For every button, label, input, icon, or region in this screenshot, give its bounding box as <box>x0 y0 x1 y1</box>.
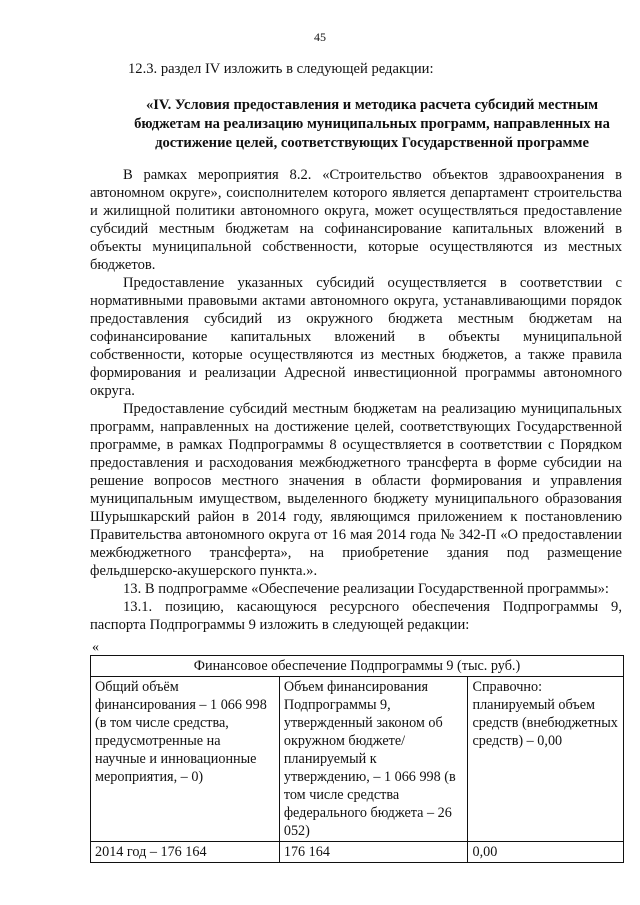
paragraph: Предоставление субсидий местным бюджетам на реализацию муниципальных программ, направленных на достижение целей, соответствующих Государственной программе, в рамках Подпрограммы 8 осуществляется в соответствии с Порядком предоставления и расходования межбюджетного трансферта в форме субсидии на решение вопросов местного значения в области формирования и управления муниципальным имуществом, выделенного бюджету муниципального образования Шурышкарский район в 2014 году, являющимся приложением к постановлению Правительства автономного округа от 16 мая 2014 года № 342-П «О предоставлении межбюджетного трансферта», на приобретение здания под размещение фельдшерско-акушерского пункта.». <box>90 401 622 579</box>
paragraph: В рамках мероприятия 8.2. «Строительство объектов здравоохранения в автономном округе», соисполнителем которого является департамент строительства и жилищной политики автономного округа, может осуществляться предоставление субсидий местным бюджетам на софинансирование капитальных вложений в объекты муниципальной собственности, которые осуществляются из местных бюджетов. <box>90 167 622 273</box>
table-row <box>91 842 624 863</box>
extrabudget-cell: 0,00 <box>468 842 624 863</box>
table-row <box>91 677 624 842</box>
table-header-row <box>91 656 624 677</box>
paragraph: Предоставление указанных субсидий осуществляется в соответствии с нормативными правовыми актами автономного округа, устанавливающими порядок предоставления субсидий из окружного бюджета местным бюджетам на софинансирование капитальных вложений в объекты муниципальной собственности, которые осуществляются из местных бюджетов, а также правила формирования и реализации Адресной инвестиционной программы автономного округа. <box>90 275 622 399</box>
paragraph: 13. В подпрограмме «Обеспечение реализации Государственной программы»: <box>123 581 609 597</box>
section-heading: «IV. Условия предоставления и методика расчета субсидий местным бюджетам на реализацию муниципальных программ, направленных на достижение целей, соответствующих Государственной программе <box>134 97 610 151</box>
intro-line: 12.3. раздел IV изложить в следующей редакции: <box>128 61 434 77</box>
financing-table <box>90 655 624 863</box>
reference-cell: Справочно: планируемый объем средств (внебюджетных средств) – 0,00 <box>468 677 624 842</box>
total-financing-cell: Общий объём финансирования – 1 066 998 (в том числе средства, предусмотренные на научные и инновационные мероприятия, – 0) <box>91 677 280 842</box>
page-number: 45 <box>314 30 326 44</box>
open-quote: « <box>92 640 99 655</box>
body-text <box>90 166 622 634</box>
year-cell: 2014 год – 176 164 <box>91 842 280 863</box>
paragraph: 13.1. позицию, касающуюся ресурсного обеспечения Подпрограммы 9, паспорта Подпрограммы 9 изложить в следующей редакции: <box>90 599 622 633</box>
amount-cell: 176 164 <box>279 842 468 863</box>
approved-financing-cell: Объем финансирования Подпрограммы 9, утвержденный законом об окружном бюджете/ планируемый к утверждению, – 1 066 998 (в том числе средства федерального бюджета – 26 052) <box>279 677 468 842</box>
table-header: Финансовое обеспечение Подпрограммы 9 (тыс. руб.) <box>91 656 624 677</box>
